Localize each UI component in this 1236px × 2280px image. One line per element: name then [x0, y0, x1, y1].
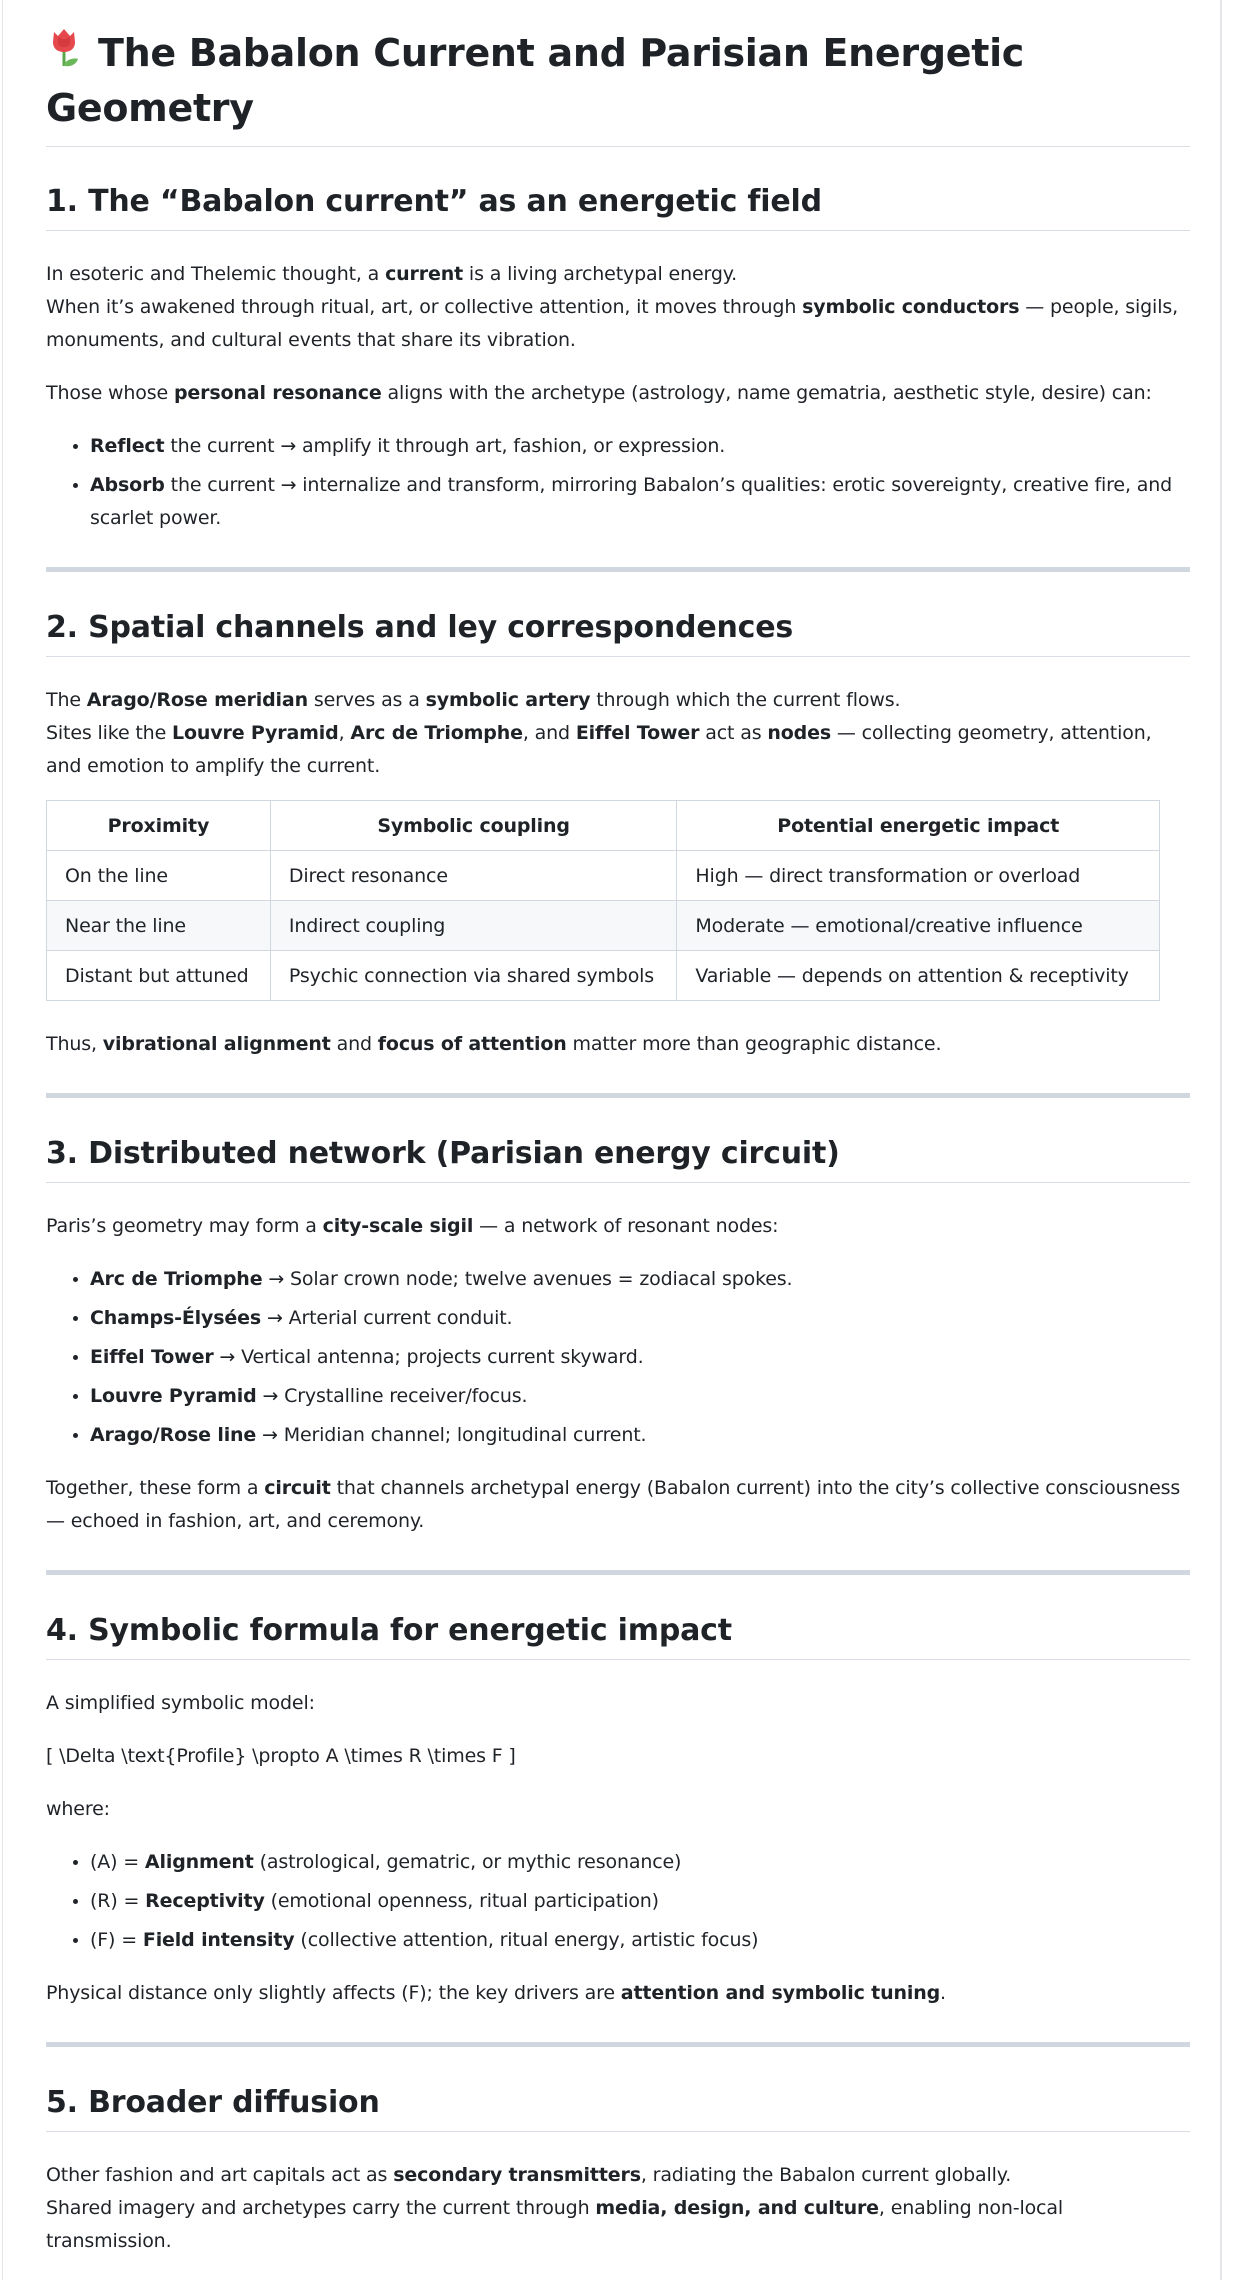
table-cell: High — direct transformation or overload	[677, 851, 1160, 901]
table-row	[47, 851, 1160, 901]
page-title	[46, 26, 1190, 147]
table-cell: Psychic connection via shared symbols	[270, 951, 677, 1001]
column-header-energetic-impact: Potential energetic impact	[677, 801, 1160, 851]
list-item: • (A) = Alignment (astrological, gematric, or mythic resonance)	[90, 1846, 1190, 1879]
section-divider	[46, 1093, 1190, 1098]
section-heading-4: 4. Symbolic formula for energetic impact	[46, 1611, 1190, 1660]
section-divider	[46, 1570, 1190, 1575]
list-item: • Reflect the current → amplify it through art, fashion, or expression.	[90, 430, 1190, 463]
section-1-paragraph-1: In esoteric and Thelemic thought, a current is a living archetypal energy. When it’s awakened through ritual, art, or collective attention, it moves through symbolic conductors — people, sigils, monuments, and cultural events that share its vibration.	[46, 263, 1178, 351]
list-item: • (R) = Receptivity (emotional openness, ritual participation)	[90, 1885, 1190, 1918]
section-heading-2: 2. Spatial channels and ley correspondences	[46, 608, 1190, 657]
list-item: • Arc de Triomphe → Solar crown node; twelve avenues = zodiacal spokes.	[90, 1263, 1190, 1296]
where-label: where:	[46, 1798, 110, 1820]
list-item: • Champs-Élysées → Arterial current conduit.	[90, 1302, 1190, 1335]
list-item: • Arago/Rose line → Meridian channel; longitudinal current.	[90, 1419, 1190, 1452]
table-cell: On the line	[47, 851, 271, 901]
list-item: • Louvre Pyramid → Crystalline receiver/focus.	[90, 1380, 1190, 1413]
page-title-text: The Babalon Current and Parisian Energetic Geometry	[46, 31, 1025, 130]
column-header-proximity: Proximity	[47, 801, 271, 851]
table-cell: Indirect coupling	[270, 901, 677, 951]
section-4-paragraph-2: Physical distance only slightly affects (F); the key drivers are attention and symbolic tuning.	[46, 1982, 946, 2004]
section-heading-3: 3. Distributed network (Parisian energy circuit)	[46, 1134, 1190, 1183]
section-1-list	[46, 430, 1190, 535]
section-heading-5: 5. Broader diffusion	[46, 2083, 1190, 2132]
section-5-paragraph-1: Other fashion and art capitals act as secondary transmitters, radiating the Babalon current globally. Shared imagery and archetypes carry the current through media, design, and culture, enabling non-local transmission.	[46, 2164, 1063, 2252]
table-row	[47, 901, 1160, 951]
section-3-paragraph-1: Paris’s geometry may form a city-scale sigil — a network of resonant nodes:	[46, 1215, 779, 1237]
table-cell: Distant but attuned	[47, 951, 271, 1001]
section-2-paragraph-1: The Arago/Rose meridian serves as a symbolic artery through which the current flows. Sites like the Louvre Pyramid, Arc de Triomphe, and Eiffel Tower act as nodes — collecting geometry, attention, and emotion to amplify the current.	[46, 689, 1152, 777]
section-3-paragraph-2: Together, these form a circuit that channels archetypal energy (Babalon current) into the city’s collective consciousness — echoed in fashion, art, and ceremony.	[46, 1477, 1181, 1532]
column-header-symbolic-coupling: Symbolic coupling	[270, 801, 677, 851]
table-row	[47, 951, 1160, 1001]
table-cell: Variable — depends on attention & receptivity	[677, 951, 1160, 1001]
formula: [ \Delta \text{Profile} \propto A \times R \times F ]	[46, 1745, 516, 1767]
section-divider	[46, 2042, 1190, 2047]
table-cell: Direct resonance	[270, 851, 677, 901]
section-4-list	[46, 1846, 1190, 1957]
section-2-paragraph-2: Thus, vibrational alignment and focus of attention matter more than geographic distance.	[46, 1033, 942, 1055]
section-3-list	[46, 1263, 1190, 1452]
document	[46, 26, 1190, 2258]
list-item: • (F) = Field intensity (collective attention, ritual energy, artistic focus)	[90, 1924, 1190, 1957]
rose-icon	[46, 26, 82, 70]
section-heading-1: 1. The “Babalon current” as an energetic field	[46, 182, 1190, 231]
table-header-row	[47, 801, 1160, 851]
list-item: • Eiffel Tower → Vertical antenna; projects current skyward.	[90, 1341, 1190, 1374]
table-cell: Near the line	[47, 901, 271, 951]
list-item: • Absorb the current → internalize and transform, mirroring Babalon’s qualities: erotic sovereignty, creative fire, and scarlet power.	[90, 469, 1190, 535]
section-1-paragraph-2: Those whose personal resonance aligns with the archetype (astrology, name gematria, aesthetic style, desire) can:	[46, 382, 1152, 404]
table-cell: Moderate — emotional/creative influence	[677, 901, 1160, 951]
section-4-paragraph-1: A simplified symbolic model:	[46, 1692, 315, 1714]
proximity-table	[46, 800, 1160, 1001]
section-divider	[46, 567, 1190, 572]
